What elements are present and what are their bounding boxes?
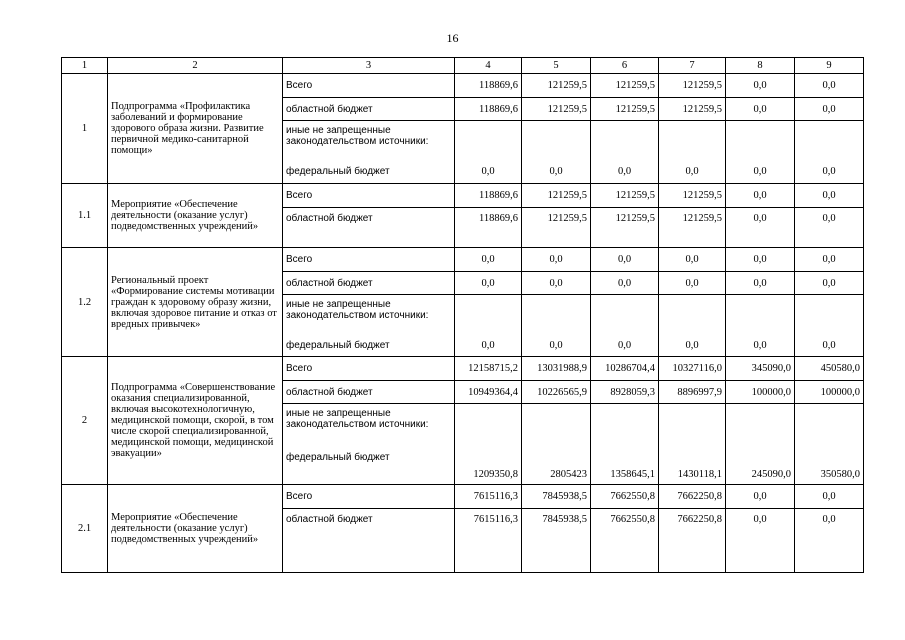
value-cell: 0,0 bbox=[795, 74, 864, 98]
value-cell: 0,0 bbox=[795, 208, 864, 248]
value-cell: 7615116,3 bbox=[455, 485, 522, 509]
budget-table bbox=[61, 57, 864, 573]
table-row bbox=[62, 357, 864, 381]
value-cell: 0,0 bbox=[726, 208, 795, 248]
source-label-total: Всего bbox=[283, 184, 455, 208]
value-cell: 121259,5 bbox=[522, 184, 591, 208]
value-cell: 121259,5 bbox=[659, 184, 726, 208]
source-label-other: иные не запрещенные законодательством источники: bbox=[283, 121, 455, 161]
page-number: 16 bbox=[446, 31, 459, 45]
value-cell: 0,0 bbox=[591, 335, 659, 357]
value-cell: 7615116,3 bbox=[455, 509, 522, 573]
value-cell: 0,0 bbox=[726, 485, 795, 509]
value-cell: 0,0 bbox=[591, 272, 659, 295]
value-cell: 121259,5 bbox=[591, 208, 659, 248]
value-cell: 0,0 bbox=[795, 161, 864, 184]
program-name: Мероприятие «Обеспечение деятельности (оказание услуг) подведомственных учреждений» bbox=[108, 485, 283, 573]
source-label-other bbox=[283, 404, 455, 485]
value-cell: 0,0 bbox=[522, 335, 591, 357]
value-cell: 8928059,3 bbox=[591, 381, 659, 404]
empty-cell bbox=[726, 121, 795, 161]
source-label-total: Всего bbox=[283, 74, 455, 98]
value-cell: 0,0 bbox=[522, 272, 591, 295]
value-cell: 121259,5 bbox=[591, 98, 659, 121]
value-cell: 0,0 bbox=[795, 184, 864, 208]
value-cell: 0,0 bbox=[455, 248, 522, 272]
value-cell: 0,0 bbox=[591, 161, 659, 184]
value-cell: 0,0 bbox=[726, 161, 795, 184]
column-header: 1 bbox=[62, 58, 108, 74]
empty-cell bbox=[591, 121, 659, 161]
value-cell: 450580,0 bbox=[795, 357, 864, 381]
column-header: 4 bbox=[455, 58, 522, 74]
value-cell: 0,0 bbox=[726, 248, 795, 272]
value-cell: 0,0 bbox=[455, 161, 522, 184]
value-cell: 0,0 bbox=[522, 161, 591, 184]
value-cell: 0,0 bbox=[726, 98, 795, 121]
empty-cell bbox=[795, 121, 864, 161]
source-label-regional: областной бюджет bbox=[283, 98, 455, 121]
column-header: 2 bbox=[108, 58, 283, 74]
value-cell: 7662550,8 bbox=[591, 509, 659, 573]
row-number: 1.2 bbox=[62, 248, 108, 357]
value-cell: 10286704,4 bbox=[591, 357, 659, 381]
empty-cell bbox=[455, 295, 522, 335]
table-row bbox=[62, 485, 864, 509]
row-number: 2 bbox=[62, 357, 108, 485]
value-cell: 121259,5 bbox=[522, 98, 591, 121]
source-label-federal: федеральный бюджет bbox=[286, 452, 390, 463]
value-cell: 350580,0 bbox=[795, 404, 864, 485]
source-label-federal: федеральный бюджет bbox=[283, 335, 455, 357]
value-cell: 7845938,5 bbox=[522, 509, 591, 573]
value-cell: 0,0 bbox=[795, 485, 864, 509]
source-label-other: иные не запрещенные законодательством источники: bbox=[283, 295, 455, 335]
value-cell: 0,0 bbox=[726, 74, 795, 98]
value-cell: 1430118,1 bbox=[659, 404, 726, 485]
value-cell: 0,0 bbox=[726, 509, 795, 573]
value-cell: 0,0 bbox=[659, 248, 726, 272]
value-cell: 118869,6 bbox=[455, 184, 522, 208]
value-cell: 2805423 bbox=[522, 404, 591, 485]
value-cell: 0,0 bbox=[659, 272, 726, 295]
empty-cell bbox=[522, 121, 591, 161]
value-cell: 0,0 bbox=[795, 509, 864, 573]
value-cell: 10327116,0 bbox=[659, 357, 726, 381]
value-cell: 1209350,8 bbox=[455, 404, 522, 485]
value-cell: 345090,0 bbox=[726, 357, 795, 381]
value-cell: 8896997,9 bbox=[659, 381, 726, 404]
empty-cell bbox=[659, 295, 726, 335]
value-cell: 118869,6 bbox=[455, 74, 522, 98]
source-label-total: Всего bbox=[283, 248, 455, 272]
source-label-regional: областной бюджет bbox=[283, 272, 455, 295]
value-cell: 7845938,5 bbox=[522, 485, 591, 509]
source-label-other-text: иные не запрещенные законодательством источники: bbox=[286, 408, 429, 430]
value-cell: 121259,5 bbox=[591, 184, 659, 208]
value-cell: 121259,5 bbox=[591, 74, 659, 98]
row-number: 1 bbox=[62, 74, 108, 184]
value-cell: 0,0 bbox=[795, 335, 864, 357]
value-cell: 13031988,9 bbox=[522, 357, 591, 381]
value-cell: 0,0 bbox=[726, 272, 795, 295]
program-name: Региональный проект «Формирование системы мотивации граждан к здоровому образу жизни, включая здоровое питание и отказ от вредных привычек» bbox=[108, 248, 283, 357]
value-cell: 10949364,4 bbox=[455, 381, 522, 404]
column-header: 7 bbox=[659, 58, 726, 74]
column-header: 5 bbox=[522, 58, 591, 74]
source-label-total: Всего bbox=[283, 357, 455, 381]
value-cell: 7662550,8 bbox=[591, 485, 659, 509]
header-row bbox=[62, 58, 864, 74]
value-cell: 0,0 bbox=[659, 335, 726, 357]
value-cell: 121259,5 bbox=[659, 98, 726, 121]
source-label-regional: областной бюджет bbox=[283, 381, 455, 404]
source-label-federal: федеральный бюджет bbox=[283, 161, 455, 184]
value-cell: 100000,0 bbox=[726, 381, 795, 404]
value-cell: 1358645,1 bbox=[591, 404, 659, 485]
value-cell: 0,0 bbox=[659, 161, 726, 184]
program-name: Подпрограмма «Профилактика заболеваний и формирование здорового образа жизни. Развитие первичной медико-санитарной помощи» bbox=[108, 74, 283, 184]
empty-cell bbox=[455, 121, 522, 161]
value-cell: 0,0 bbox=[795, 248, 864, 272]
value-cell: 0,0 bbox=[726, 335, 795, 357]
value-cell: 121259,5 bbox=[522, 74, 591, 98]
column-header: 6 bbox=[591, 58, 659, 74]
table-row bbox=[62, 184, 864, 208]
value-cell: 12158715,2 bbox=[455, 357, 522, 381]
value-cell: 0,0 bbox=[795, 272, 864, 295]
value-cell: 0,0 bbox=[455, 335, 522, 357]
value-cell: 0,0 bbox=[726, 184, 795, 208]
value-cell: 0,0 bbox=[591, 248, 659, 272]
value-cell: 7662250,8 bbox=[659, 485, 726, 509]
value-cell: 245090,0 bbox=[726, 404, 795, 485]
column-header: 3 bbox=[283, 58, 455, 74]
value-cell: 121259,5 bbox=[522, 208, 591, 248]
value-cell: 0,0 bbox=[522, 248, 591, 272]
table-row bbox=[62, 74, 864, 98]
empty-cell bbox=[659, 121, 726, 161]
empty-cell bbox=[591, 295, 659, 335]
table-row bbox=[62, 248, 864, 272]
program-name: Подпрограмма «Совершенствование оказания специализированной, включая высокотехнологичную, медицинской помощи, скорой, в том числе скорой специализированной, медицинской помощи, медицинской эвакуации» bbox=[108, 357, 283, 485]
row-number: 1.1 bbox=[62, 184, 108, 248]
empty-cell bbox=[726, 295, 795, 335]
program-name: Мероприятие «Обеспечение деятельности (оказание услуг) подведомственных учреждений» bbox=[108, 184, 283, 248]
empty-cell bbox=[795, 295, 864, 335]
value-cell: 121259,5 bbox=[659, 208, 726, 248]
value-cell: 0,0 bbox=[795, 98, 864, 121]
empty-cell bbox=[522, 295, 591, 335]
column-header: 9 bbox=[795, 58, 864, 74]
value-cell: 0,0 bbox=[455, 272, 522, 295]
source-label-total: Всего bbox=[283, 485, 455, 509]
value-cell: 10226565,9 bbox=[522, 381, 591, 404]
source-label-regional: областной бюджет bbox=[283, 509, 455, 573]
source-label-regional: областной бюджет bbox=[283, 208, 455, 248]
value-cell: 121259,5 bbox=[659, 74, 726, 98]
column-header: 8 bbox=[726, 58, 795, 74]
value-cell: 118869,6 bbox=[455, 98, 522, 121]
value-cell: 7662250,8 bbox=[659, 509, 726, 573]
value-cell: 118869,6 bbox=[455, 208, 522, 248]
value-cell: 100000,0 bbox=[795, 381, 864, 404]
row-number: 2.1 bbox=[62, 485, 108, 573]
